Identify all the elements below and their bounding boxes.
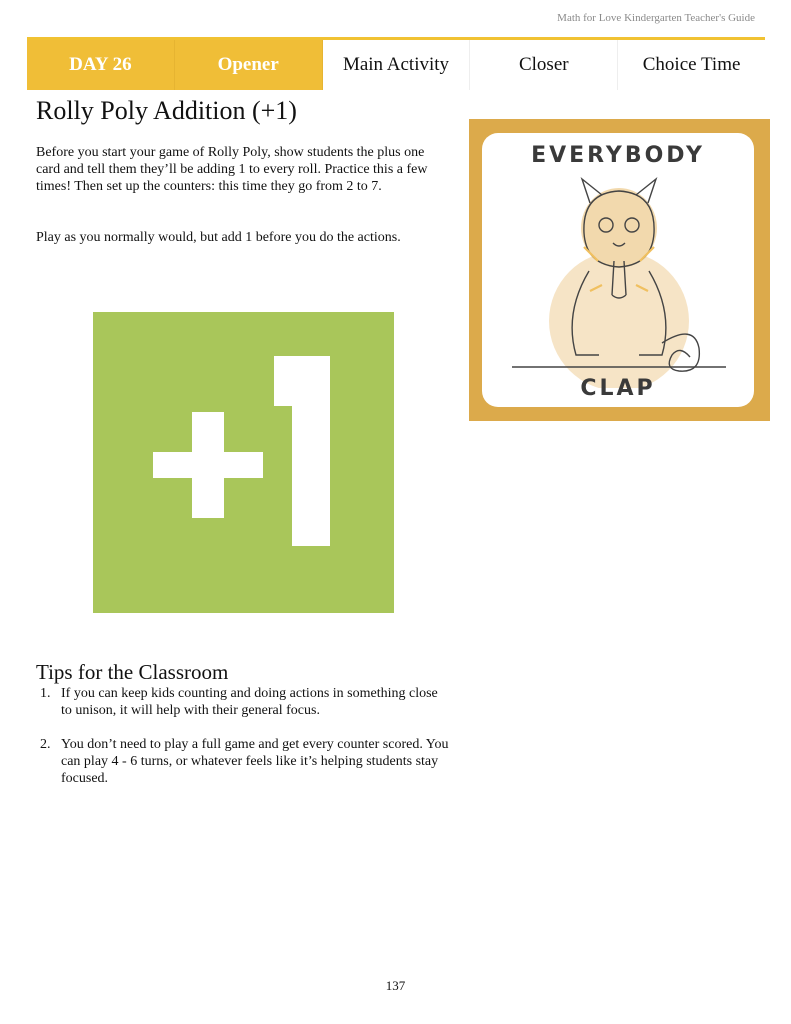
page-number: 137: [385, 978, 406, 993]
tab-day[interactable]: DAY 26: [27, 40, 175, 90]
action-card-top-text: EVERYBODY: [531, 143, 705, 168]
tips-heading: Tips for the Classroom: [36, 660, 229, 684]
day-tab-bar: [27, 37, 765, 90]
list-number: 2.: [40, 737, 51, 752]
lemur-clapping-icon: [494, 173, 744, 388]
tips-list: [36, 685, 450, 804]
action-card-bottom-text: CLAP: [580, 376, 656, 401]
action-card-face: [482, 133, 754, 407]
tab-choice-time[interactable]: Choice Time: [642, 54, 741, 75]
plus-one-card: [93, 312, 394, 613]
everybody-clap-card: [469, 119, 770, 421]
tab-opener[interactable]: Opener: [175, 40, 323, 90]
page-title: Rolly Poly Addition (+1): [36, 96, 297, 125]
running-head: Math for Love Kindergarten Teacher's Guide: [557, 12, 755, 24]
instruction-paragraph: Play as you normally would, but add 1 before you do the actions.: [36, 230, 401, 245]
intro-paragraph: Before you start your game of Rolly Poly, show students the plus one card and tell them they’ll be adding 1 to every roll. Practice this a few times! Then set up the counters: this time they go from 2 to 7.: [36, 145, 428, 194]
list-item: [36, 736, 450, 787]
tab-closer[interactable]: Closer: [470, 40, 618, 90]
digit-one-stem: [292, 356, 330, 546]
list-item-text: If you can keep kids counting and doing actions in something close to unison, it will help with their general focus.: [61, 686, 438, 718]
tab-main-activity[interactable]: Main Activity: [323, 40, 471, 90]
list-number: 1.: [40, 686, 51, 701]
plus-sign-bar: [192, 412, 224, 518]
list-item-text: You don’t need to play a full game and get every counter scored. You can play 4 - 6 turns, or whatever feels like it’s helping students stay focused.: [61, 737, 449, 786]
list-item: [36, 685, 450, 719]
